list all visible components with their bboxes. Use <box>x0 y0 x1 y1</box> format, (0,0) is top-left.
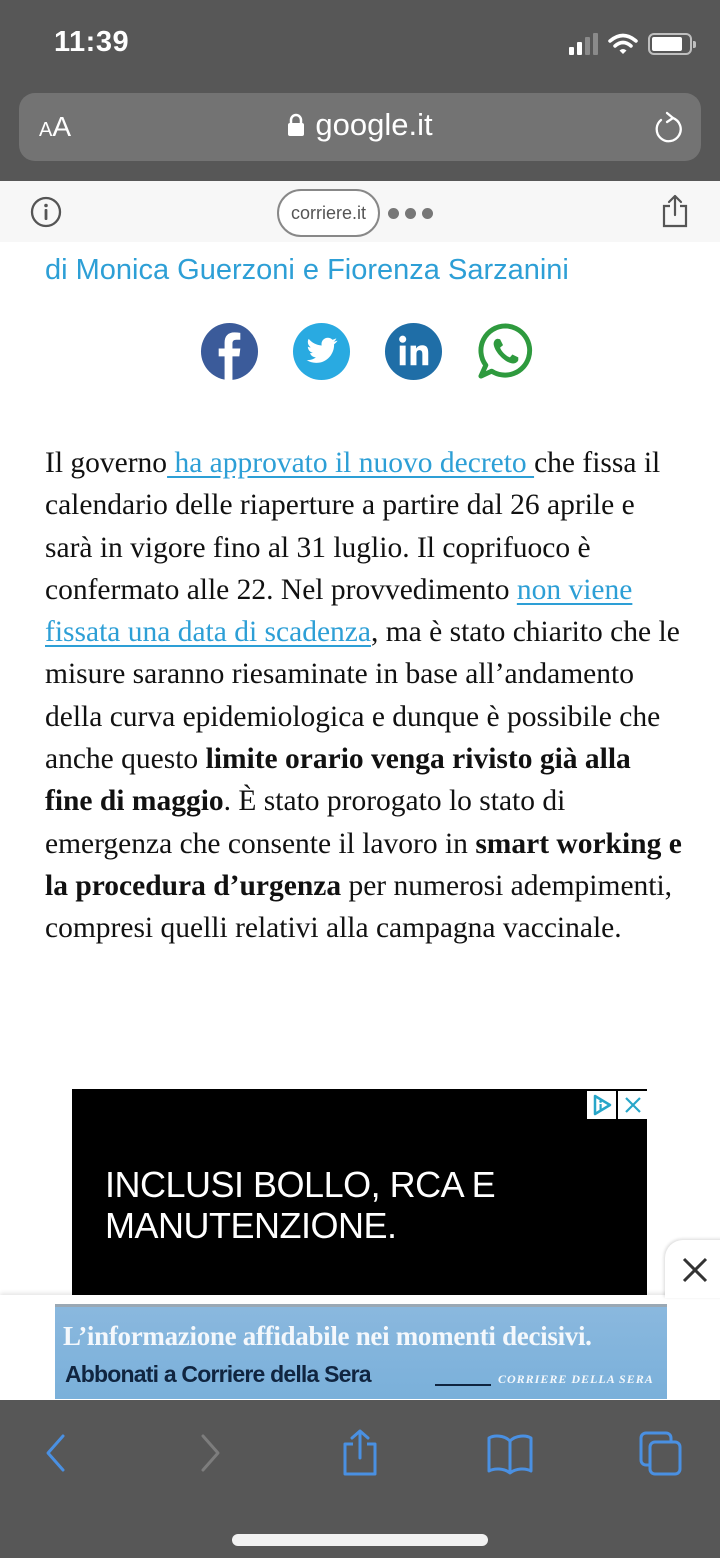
domain-pill[interactable]: corriere.it <box>277 189 380 237</box>
banner-logo: CORRIERE DELLA SERA <box>498 1372 654 1386</box>
linkedin-icon[interactable] <box>384 322 443 381</box>
share-icon <box>340 1428 380 1478</box>
chevron-left-icon <box>43 1433 69 1473</box>
article-byline[interactable]: di Monica Guerzoni e Fiorenza Sarzanini <box>45 254 569 286</box>
whatsapp-icon[interactable] <box>476 322 535 381</box>
ad-close-icon[interactable] <box>618 1091 647 1119</box>
tabs-icon <box>638 1430 684 1476</box>
address-bar[interactable] <box>19 93 701 161</box>
social-share-bar <box>200 322 535 381</box>
book-icon <box>486 1431 534 1475</box>
bookmarks-button[interactable] <box>485 1428 535 1478</box>
banner-headline: L’informazione affidabile nei momenti decisivi. <box>63 1321 592 1351</box>
link-nuovo-decreto[interactable]: ha approvato il nuovo decreto <box>167 447 535 479</box>
status-icons <box>569 30 692 58</box>
back-button[interactable] <box>31 1428 81 1478</box>
browser-top-chrome <box>0 0 720 181</box>
display-ad[interactable] <box>72 1089 647 1309</box>
browser-bottom-toolbar <box>0 1400 720 1558</box>
chevron-right-icon <box>197 1433 223 1473</box>
banner-divider <box>435 1384 491 1386</box>
close-icon <box>681 1256 709 1284</box>
adchoices-controls <box>587 1091 647 1119</box>
share-icon[interactable] <box>660 193 690 229</box>
ad-text: INCLUSI BOLLO, RCA E MANUTENZIONE. <box>105 1164 496 1246</box>
status-time: 11:39 <box>54 26 130 58</box>
sticky-close-button[interactable] <box>665 1240 720 1298</box>
link-data-scadenza[interactable]: non viene fissata una data di scadenza <box>45 573 633 649</box>
sticky-banner-area <box>0 1295 720 1400</box>
url-domain: google.it <box>315 107 433 142</box>
forward-button[interactable] <box>185 1428 235 1478</box>
home-indicator[interactable] <box>232 1534 488 1546</box>
adchoices-icon[interactable] <box>587 1091 616 1119</box>
share-button[interactable] <box>335 1428 385 1478</box>
article-body: Il governo ha approvato il nuovo decreto che fissa il calendario delle riaperture a partire dal 26 aprile e sarà in vigore fino al 31 luglio. Il coprifuoco è confermato alle 22. Nel provvedimento non viene fissata una data di scadenza, ma è stato chiarito che le misure saranno riesaminate in base all’andamento della curva epidemiologica e dunque è possibile che anche questo limite orario venga rivisto già alla fine di maggio. È stato prorogato lo stato di emergenza che consente il lavoro in smart working e la procedura d’urgenza per numerosi adempimenti, compresi quelli relativi alla campagna vaccinale. <box>45 447 682 945</box>
info-icon[interactable] <box>30 196 62 228</box>
signal-icon <box>569 33 598 55</box>
amp-header <box>0 181 720 242</box>
wifi-icon <box>608 33 638 55</box>
twitter-icon[interactable] <box>292 322 351 381</box>
subscription-banner[interactable] <box>55 1304 667 1399</box>
lock-icon <box>287 113 305 137</box>
facebook-icon[interactable] <box>200 322 259 381</box>
battery-icon <box>648 33 692 55</box>
reload-icon[interactable] <box>651 111 685 145</box>
text-size-button[interactable]: AA <box>39 111 72 142</box>
tabs-button[interactable] <box>636 1428 686 1478</box>
banner-cta: Abbonati a Corriere della Sera <box>65 1361 371 1387</box>
more-dots-icon[interactable] <box>388 208 433 219</box>
